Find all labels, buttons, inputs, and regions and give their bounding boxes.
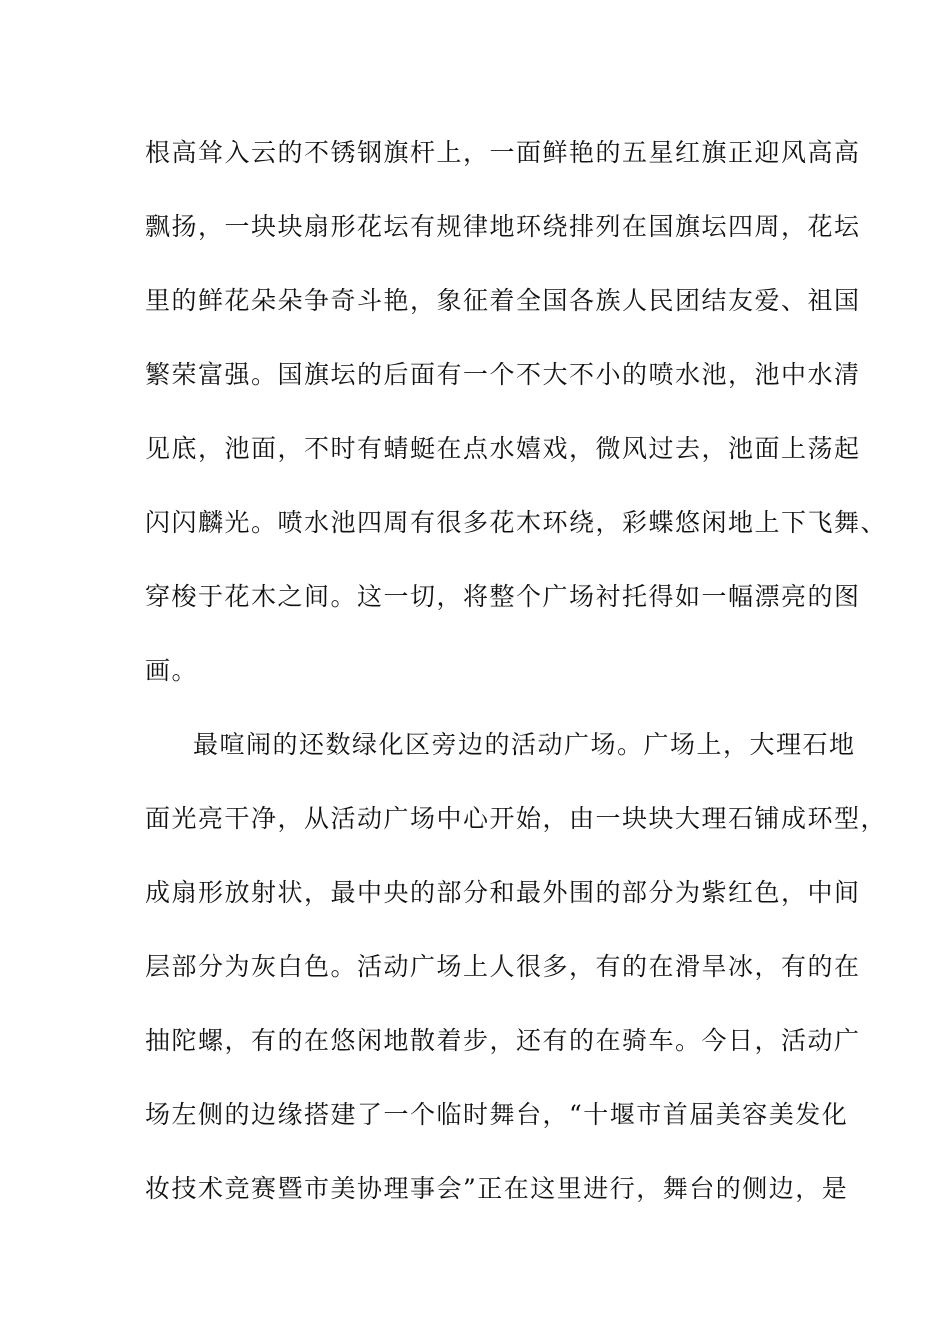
paragraph-start-line: 最喧闹的还数绿化区旁边的活动广场。广场上，大理石地 bbox=[193, 730, 856, 759]
text-line: 妆技术竞赛暨市美协理事会”正在这里进行，舞台的侧边，是 bbox=[145, 1174, 849, 1203]
text-line: 面光亮干净，从活动广场中心开始，由一块块大理石铺成环型， bbox=[145, 804, 888, 833]
text-line: 闪闪麟光。喷水池四周有很多花木环绕，彩蝶悠闲地上下飞舞、 bbox=[145, 508, 888, 537]
text-line: 里的鲜花朵朵争奇斗艳，象征着全国各族人民团结友爱、祖国 bbox=[145, 286, 861, 315]
text-line: 穿梭于花木之间。这一切，将整个广场衬托得如一幅漂亮的图 bbox=[145, 582, 861, 611]
text-line: 抽陀螺，有的在悠闲地散着步，还有的在骑车。今日，活动广 bbox=[145, 1026, 861, 1055]
body-text bbox=[145, 127, 888, 1237]
text-line: 根高耸入云的不锈钢旗杆上，一面鲜艳的五星红旗正迎风高高 bbox=[145, 138, 861, 167]
text-line: 成扇形放射状，最中央的部分和最外围的部分为紫红色，中间 bbox=[145, 878, 861, 907]
text-line: 层部分为灰白色。活动广场上人很多，有的在滑旱冰，有的在 bbox=[145, 952, 861, 981]
text-line: 见底，池面，不时有蜻蜓在点水嬉戏，微风过去，池面上荡起 bbox=[145, 434, 861, 463]
text-line: 场左侧的边缘搭建了一个临时舞台，“十堰市首届美容美发化 bbox=[145, 1100, 849, 1129]
text-line: 繁荣富强。国旗坛的后面有一个不大不小的喷水池，池中水清 bbox=[145, 360, 861, 389]
text-line: 飘扬，一块块扇形花坛有规律地环绕排列在国旗坛四周，花坛 bbox=[145, 212, 861, 241]
text-line: 画。 bbox=[145, 656, 199, 685]
